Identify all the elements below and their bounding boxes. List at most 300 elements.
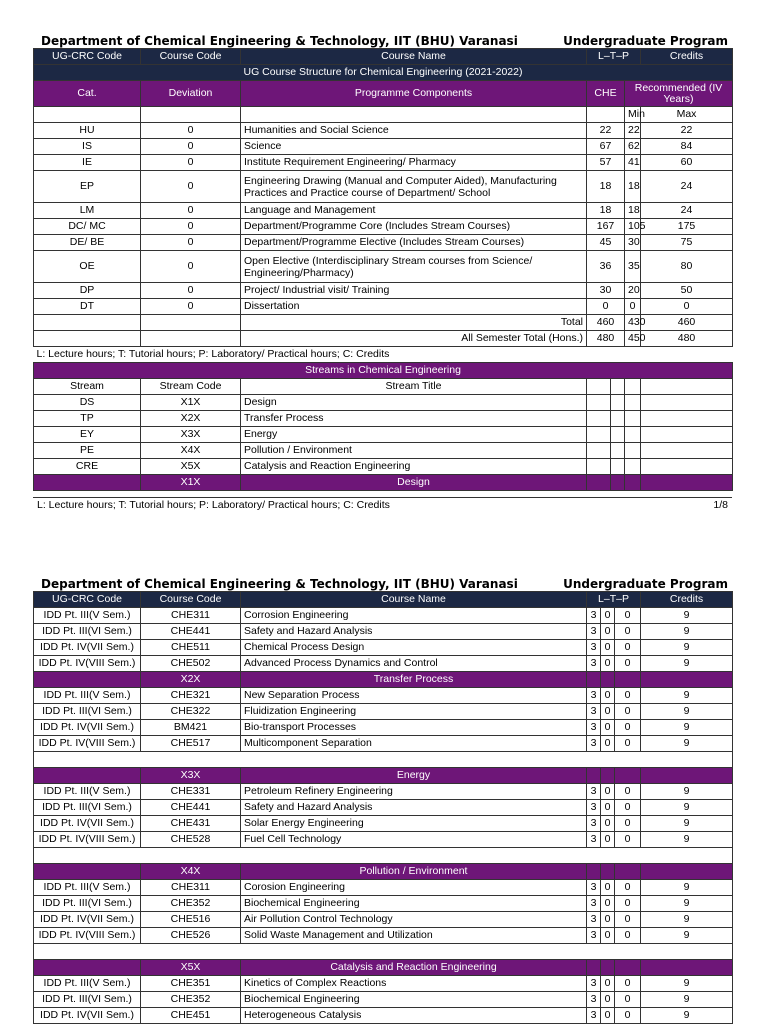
course-name: Solid Waste Management and Utilization [241, 928, 587, 944]
group-stream-title: Catalysis and Reaction Engineering [241, 960, 587, 976]
component-cat: LM [34, 203, 141, 219]
spacer-row [34, 848, 733, 864]
course-name: Corosion Engineering [241, 880, 587, 896]
course-credits: 9 [641, 816, 733, 832]
course-row [34, 912, 733, 928]
streams-title-row [34, 363, 733, 379]
component-row [34, 235, 733, 251]
course-credits: 9 [641, 992, 733, 1008]
hdr-max: Max [641, 107, 733, 123]
component-min: 30 [625, 235, 641, 251]
course-code: CHE526 [141, 928, 241, 944]
stream-id: PE [34, 443, 141, 459]
course-code: CHE502 [141, 656, 241, 672]
course-lecture: 3 [587, 720, 601, 736]
course-practical: 0 [615, 704, 641, 720]
group-stream-title: Energy [241, 768, 587, 784]
course-tutorial: 0 [601, 992, 615, 1008]
course-practical: 0 [615, 976, 641, 992]
course-row [34, 880, 733, 896]
course-code: CHE528 [141, 832, 241, 848]
course-lecture: 3 [587, 624, 601, 640]
program-title: Undergraduate Program [563, 34, 728, 48]
stream-id: DS [34, 395, 141, 411]
course-tutorial: 0 [601, 800, 615, 816]
course-practical: 0 [615, 928, 641, 944]
stream-code: X4X [141, 443, 241, 459]
component-che: 57 [587, 155, 625, 171]
course-code: CHE311 [141, 880, 241, 896]
course-lecture: 3 [587, 736, 601, 752]
course-tutorial: 0 [601, 720, 615, 736]
course-row [34, 784, 733, 800]
document-page-1 [33, 31, 732, 513]
course-name: Corrosion Engineering [241, 608, 587, 624]
course-name: Petroleum Refinery Engineering [241, 784, 587, 800]
course-row [34, 688, 733, 704]
course-row [34, 976, 733, 992]
course-code: CHE321 [141, 688, 241, 704]
course-row [34, 928, 733, 944]
course-credits: 9 [641, 880, 733, 896]
course-credits: 9 [641, 704, 733, 720]
course-credits: 9 [641, 608, 733, 624]
course-tutorial: 0 [601, 1008, 615, 1024]
course-lecture: 3 [587, 912, 601, 928]
semester-total-row-max: 480 [641, 331, 733, 347]
course-credits: 9 [641, 1008, 733, 1024]
col-course-code: Course Code [141, 592, 241, 608]
component-deviation: 0 [141, 123, 241, 139]
component-row [34, 171, 733, 203]
course-row [34, 720, 733, 736]
stream-id: TP [34, 411, 141, 427]
course-code: CHE441 [141, 624, 241, 640]
stream-row [34, 411, 733, 427]
component-deviation: 0 [141, 171, 241, 203]
component-deviation: 0 [141, 299, 241, 315]
component-row [34, 299, 733, 315]
course-tutorial: 0 [601, 640, 615, 656]
component-deviation: 0 [141, 219, 241, 235]
col-course-name: Course Name [241, 49, 587, 65]
course-practical: 0 [615, 640, 641, 656]
course-credits: 9 [641, 928, 733, 944]
course-lecture: 3 [587, 1008, 601, 1024]
component-name: Open Elective (Interdisciplinary Stream courses from Science/ Engineering/Pharmacy) [241, 251, 587, 283]
component-deviation: 0 [141, 283, 241, 299]
course-tutorial: 0 [601, 736, 615, 752]
component-row [34, 155, 733, 171]
course-ugcrc: IDD Pt. III(V Sem.) [34, 976, 141, 992]
course-practical: 0 [615, 784, 641, 800]
course-code: CHE352 [141, 896, 241, 912]
component-min: 20 [625, 283, 641, 299]
course-code: CHE311 [141, 608, 241, 624]
course-row [34, 832, 733, 848]
course-lecture: 3 [587, 608, 601, 624]
component-che: 18 [587, 203, 625, 219]
component-row [34, 203, 733, 219]
min-max-row [34, 107, 733, 123]
course-practical: 0 [615, 688, 641, 704]
component-min: 105 [625, 219, 641, 235]
component-min: 0 [625, 299, 641, 315]
component-name: Language and Management [241, 203, 587, 219]
course-name: Advanced Process Dynamics and Control [241, 656, 587, 672]
course-lecture: 3 [587, 896, 601, 912]
component-min: 18 [625, 203, 641, 219]
course-code: CHE431 [141, 816, 241, 832]
course-ugcrc: IDD Pt. IV(VIII Sem.) [34, 656, 141, 672]
component-deviation: 0 [141, 155, 241, 171]
component-max: 24 [641, 203, 733, 219]
semester-total-row-min: 450 [625, 331, 641, 347]
course-ugcrc: IDD Pt. III(V Sem.) [34, 688, 141, 704]
footer-note: L: Lecture hours; T: Tutorial hours; P: Laboratory/ Practical hours; C: Credits [37, 499, 390, 511]
component-min: 18 [625, 171, 641, 203]
stream-header-row [34, 379, 733, 395]
course-name: Heterogeneous Catalysis [241, 1008, 587, 1024]
semester-total-row [34, 331, 733, 347]
component-che: 45 [587, 235, 625, 251]
course-name: Safety and Hazard Analysis [241, 800, 587, 816]
course-tutorial: 0 [601, 832, 615, 848]
component-cat: OE [34, 251, 141, 283]
course-name: Bio-transport Processes [241, 720, 587, 736]
component-cat: DP [34, 283, 141, 299]
streams-title: Streams in Chemical Engineering [34, 363, 733, 379]
course-tutorial: 0 [601, 704, 615, 720]
course-code: CHE441 [141, 800, 241, 816]
course-ugcrc: IDD Pt. III(VI Sem.) [34, 992, 141, 1008]
stream-title: Design [241, 395, 587, 411]
course-code: CHE451 [141, 1008, 241, 1024]
course-name: Fluidization Engineering [241, 704, 587, 720]
course-ugcrc: IDD Pt. IV(VII Sem.) [34, 720, 141, 736]
hdr-stream: Stream [34, 379, 141, 395]
component-max: 75 [641, 235, 733, 251]
stream-band-code: X1X [141, 475, 241, 491]
total-row-min: 430 [625, 315, 641, 331]
department-title: Department of Chemical Engineering & Technology, IIT (BHU) Varanasi [41, 577, 518, 591]
course-ugcrc: IDD Pt. III(VI Sem.) [34, 704, 141, 720]
component-row [34, 123, 733, 139]
legend-note: L: Lecture hours; T: Tutorial hours; P: Laboratory/ Practical hours; C: Credits [34, 347, 733, 363]
course-code: CHE516 [141, 912, 241, 928]
course-name: Fuel Cell Technology [241, 832, 587, 848]
stream-id: EY [34, 427, 141, 443]
course-lecture: 3 [587, 928, 601, 944]
course-row [34, 1008, 733, 1024]
hdr-stream-title: Stream Title [241, 379, 587, 395]
stream-band-row [34, 475, 733, 491]
component-max: 175 [641, 219, 733, 235]
course-credits: 9 [641, 688, 733, 704]
hdr-recommended: Recommended (IV Years) [625, 81, 733, 107]
stream-code: X5X [141, 459, 241, 475]
page-footer [33, 497, 732, 513]
component-max: 50 [641, 283, 733, 299]
course-lecture: 3 [587, 832, 601, 848]
course-code: CHE351 [141, 976, 241, 992]
course-name: Air Pollution Control Technology [241, 912, 587, 928]
course-practical: 0 [615, 736, 641, 752]
col-course-name: Course Name [241, 592, 587, 608]
hdr-che: CHE [587, 81, 625, 107]
course-tutorial: 0 [601, 880, 615, 896]
col-ltp: L–T–P [587, 49, 641, 65]
component-deviation: 0 [141, 235, 241, 251]
component-name: Department/Programme Elective (Includes Stream Courses) [241, 235, 587, 251]
component-cat: DC/ MC [34, 219, 141, 235]
course-name: Multicomponent Separation [241, 736, 587, 752]
course-name: New Separation Process [241, 688, 587, 704]
course-lecture: 3 [587, 704, 601, 720]
total-row-max: 460 [641, 315, 733, 331]
hdr-components: Programme Components [241, 81, 587, 107]
course-tutorial: 0 [601, 976, 615, 992]
column-header-row [34, 592, 733, 608]
course-lecture: 3 [587, 640, 601, 656]
component-che: 167 [587, 219, 625, 235]
course-row [34, 656, 733, 672]
col-ltp: L–T–P [587, 592, 641, 608]
legend-row [34, 347, 733, 363]
course-code: CHE511 [141, 640, 241, 656]
col-credits: Credits [641, 592, 733, 608]
component-che: 30 [587, 283, 625, 299]
course-credits: 9 [641, 976, 733, 992]
course-name: Kinetics of Complex Reactions [241, 976, 587, 992]
course-ugcrc: IDD Pt. IV(VII Sem.) [34, 912, 141, 928]
component-min: 35 [625, 251, 641, 283]
hdr-deviation: Deviation [141, 81, 241, 107]
course-structure-table [33, 48, 733, 491]
course-row [34, 896, 733, 912]
stream-row [34, 459, 733, 475]
course-credits: 9 [641, 800, 733, 816]
component-cat: DE/ BE [34, 235, 141, 251]
course-row [34, 800, 733, 816]
semester-total-row-che: 480 [587, 331, 625, 347]
course-tutorial: 0 [601, 624, 615, 640]
course-ugcrc: IDD Pt. IV(VII Sem.) [34, 816, 141, 832]
group-stream-code: X2X [141, 672, 241, 688]
course-code: CHE517 [141, 736, 241, 752]
stream-row [34, 443, 733, 459]
course-tutorial: 0 [601, 896, 615, 912]
component-che: 22 [587, 123, 625, 139]
component-min: 22 [625, 123, 641, 139]
course-credits: 9 [641, 912, 733, 928]
component-cat: HU [34, 123, 141, 139]
stream-code: X1X [141, 395, 241, 411]
component-cat: DT [34, 299, 141, 315]
structure-title: UG Course Structure for Chemical Engineering (2021-2022) [34, 65, 733, 81]
component-cat: EP [34, 171, 141, 203]
component-deviation: 0 [141, 251, 241, 283]
course-ugcrc: IDD Pt. III(V Sem.) [34, 784, 141, 800]
stream-title: Energy [241, 427, 587, 443]
course-tutorial: 0 [601, 912, 615, 928]
component-deviation: 0 [141, 139, 241, 155]
col-course-code: Course Code [141, 49, 241, 65]
course-lecture: 3 [587, 688, 601, 704]
component-name: Humanities and Social Science [241, 123, 587, 139]
component-max: 24 [641, 171, 733, 203]
hdr-stream-code: Stream Code [141, 379, 241, 395]
course-practical: 0 [615, 816, 641, 832]
col-ugcrc: UG-CRC Code [34, 592, 141, 608]
hdr-cat: Cat. [34, 81, 141, 107]
course-code: CHE331 [141, 784, 241, 800]
course-tutorial: 0 [601, 608, 615, 624]
course-code: CHE322 [141, 704, 241, 720]
component-name: Engineering Drawing (Manual and Computer Aided), Manufacturing Practices and Practice course of Department/ School [241, 171, 587, 203]
group-stream-title: Transfer Process [241, 672, 587, 688]
component-che: 36 [587, 251, 625, 283]
course-practical: 0 [615, 832, 641, 848]
components-header-row [34, 81, 733, 107]
stream-code: X2X [141, 411, 241, 427]
course-code: BM421 [141, 720, 241, 736]
course-lecture: 3 [587, 800, 601, 816]
col-ugcrc: UG-CRC Code [34, 49, 141, 65]
component-che: 0 [587, 299, 625, 315]
course-lecture: 3 [587, 656, 601, 672]
stream-id: CRE [34, 459, 141, 475]
course-credits: 9 [641, 784, 733, 800]
component-row [34, 251, 733, 283]
course-practical: 0 [615, 656, 641, 672]
component-name: Dissertation [241, 299, 587, 315]
course-row [34, 816, 733, 832]
course-row [34, 736, 733, 752]
program-title: Undergraduate Program [563, 577, 728, 591]
component-max: 80 [641, 251, 733, 283]
department-title: Department of Chemical Engineering & Technology, IIT (BHU) Varanasi [41, 34, 518, 48]
stream-row [34, 427, 733, 443]
course-row [34, 640, 733, 656]
page-header-2 [33, 574, 732, 591]
course-practical: 0 [615, 880, 641, 896]
course-practical: 0 [615, 912, 641, 928]
course-practical: 0 [615, 720, 641, 736]
group-stream-code: X4X [141, 864, 241, 880]
semester-total-row-label: All Semester Total (Hons.) [241, 331, 587, 347]
component-cat: IS [34, 139, 141, 155]
hdr-min: Min [625, 107, 641, 123]
component-deviation: 0 [141, 203, 241, 219]
document-page-2 [33, 574, 732, 1024]
course-name: Biochemical Engineering [241, 896, 587, 912]
course-practical: 0 [615, 800, 641, 816]
stream-courses-table [33, 591, 733, 1024]
component-name: Science [241, 139, 587, 155]
course-name: Solar Energy Engineering [241, 816, 587, 832]
course-credits: 9 [641, 640, 733, 656]
component-max: 84 [641, 139, 733, 155]
course-row [34, 608, 733, 624]
course-ugcrc: IDD Pt. III(V Sem.) [34, 608, 141, 624]
course-ugcrc: IDD Pt. III(VI Sem.) [34, 624, 141, 640]
component-name: Institute Requirement Engineering/ Pharmacy [241, 155, 587, 171]
course-ugcrc: IDD Pt. III(VI Sem.) [34, 800, 141, 816]
course-ugcrc: IDD Pt. IV(VIII Sem.) [34, 736, 141, 752]
component-max: 0 [641, 299, 733, 315]
group-stream-title: Pollution / Environment [241, 864, 587, 880]
course-lecture: 3 [587, 880, 601, 896]
course-lecture: 3 [587, 976, 601, 992]
course-ugcrc: IDD Pt. III(VI Sem.) [34, 896, 141, 912]
course-tutorial: 0 [601, 656, 615, 672]
structure-title-row [34, 65, 733, 81]
stream-row [34, 395, 733, 411]
stream-band-title: Design [241, 475, 587, 491]
course-tutorial: 0 [601, 816, 615, 832]
course-ugcrc: IDD Pt. IV(VII Sem.) [34, 1008, 141, 1024]
stream-group-band [34, 672, 733, 688]
spacer-row [34, 752, 733, 768]
course-ugcrc: IDD Pt. III(V Sem.) [34, 880, 141, 896]
component-max: 22 [641, 123, 733, 139]
course-credits: 9 [641, 720, 733, 736]
course-row [34, 992, 733, 1008]
course-credits: 9 [641, 624, 733, 640]
col-credits: Credits [641, 49, 733, 65]
course-ugcrc: IDD Pt. IV(VIII Sem.) [34, 928, 141, 944]
page-header [33, 31, 732, 48]
stream-group-band [34, 864, 733, 880]
course-practical: 0 [615, 992, 641, 1008]
spacer-row [34, 944, 733, 960]
course-lecture: 3 [587, 784, 601, 800]
course-name: Safety and Hazard Analysis [241, 624, 587, 640]
course-name: Chemical Process Design [241, 640, 587, 656]
course-credits: 9 [641, 656, 733, 672]
stream-title: Transfer Process [241, 411, 587, 427]
component-row [34, 219, 733, 235]
course-tutorial: 0 [601, 688, 615, 704]
course-credits: 9 [641, 832, 733, 848]
course-practical: 0 [615, 624, 641, 640]
total-row-che: 460 [587, 315, 625, 331]
stream-title: Pollution / Environment [241, 443, 587, 459]
component-min: 62 [625, 139, 641, 155]
stream-title: Catalysis and Reaction Engineering [241, 459, 587, 475]
total-row-label: Total [241, 315, 587, 331]
course-credits: 9 [641, 736, 733, 752]
component-min: 41 [625, 155, 641, 171]
component-max: 60 [641, 155, 733, 171]
component-row [34, 139, 733, 155]
page-number: 1/8 [713, 499, 728, 511]
component-che: 67 [587, 139, 625, 155]
stream-group-band [34, 768, 733, 784]
component-row [34, 283, 733, 299]
course-tutorial: 0 [601, 784, 615, 800]
component-name: Project/ Industrial visit/ Training [241, 283, 587, 299]
column-header-row [34, 49, 733, 65]
group-stream-code: X3X [141, 768, 241, 784]
stream-code: X3X [141, 427, 241, 443]
course-ugcrc: IDD Pt. IV(VII Sem.) [34, 640, 141, 656]
course-lecture: 3 [587, 816, 601, 832]
course-name: Biochemical Engineering [241, 992, 587, 1008]
total-row [34, 315, 733, 331]
course-practical: 0 [615, 1008, 641, 1024]
